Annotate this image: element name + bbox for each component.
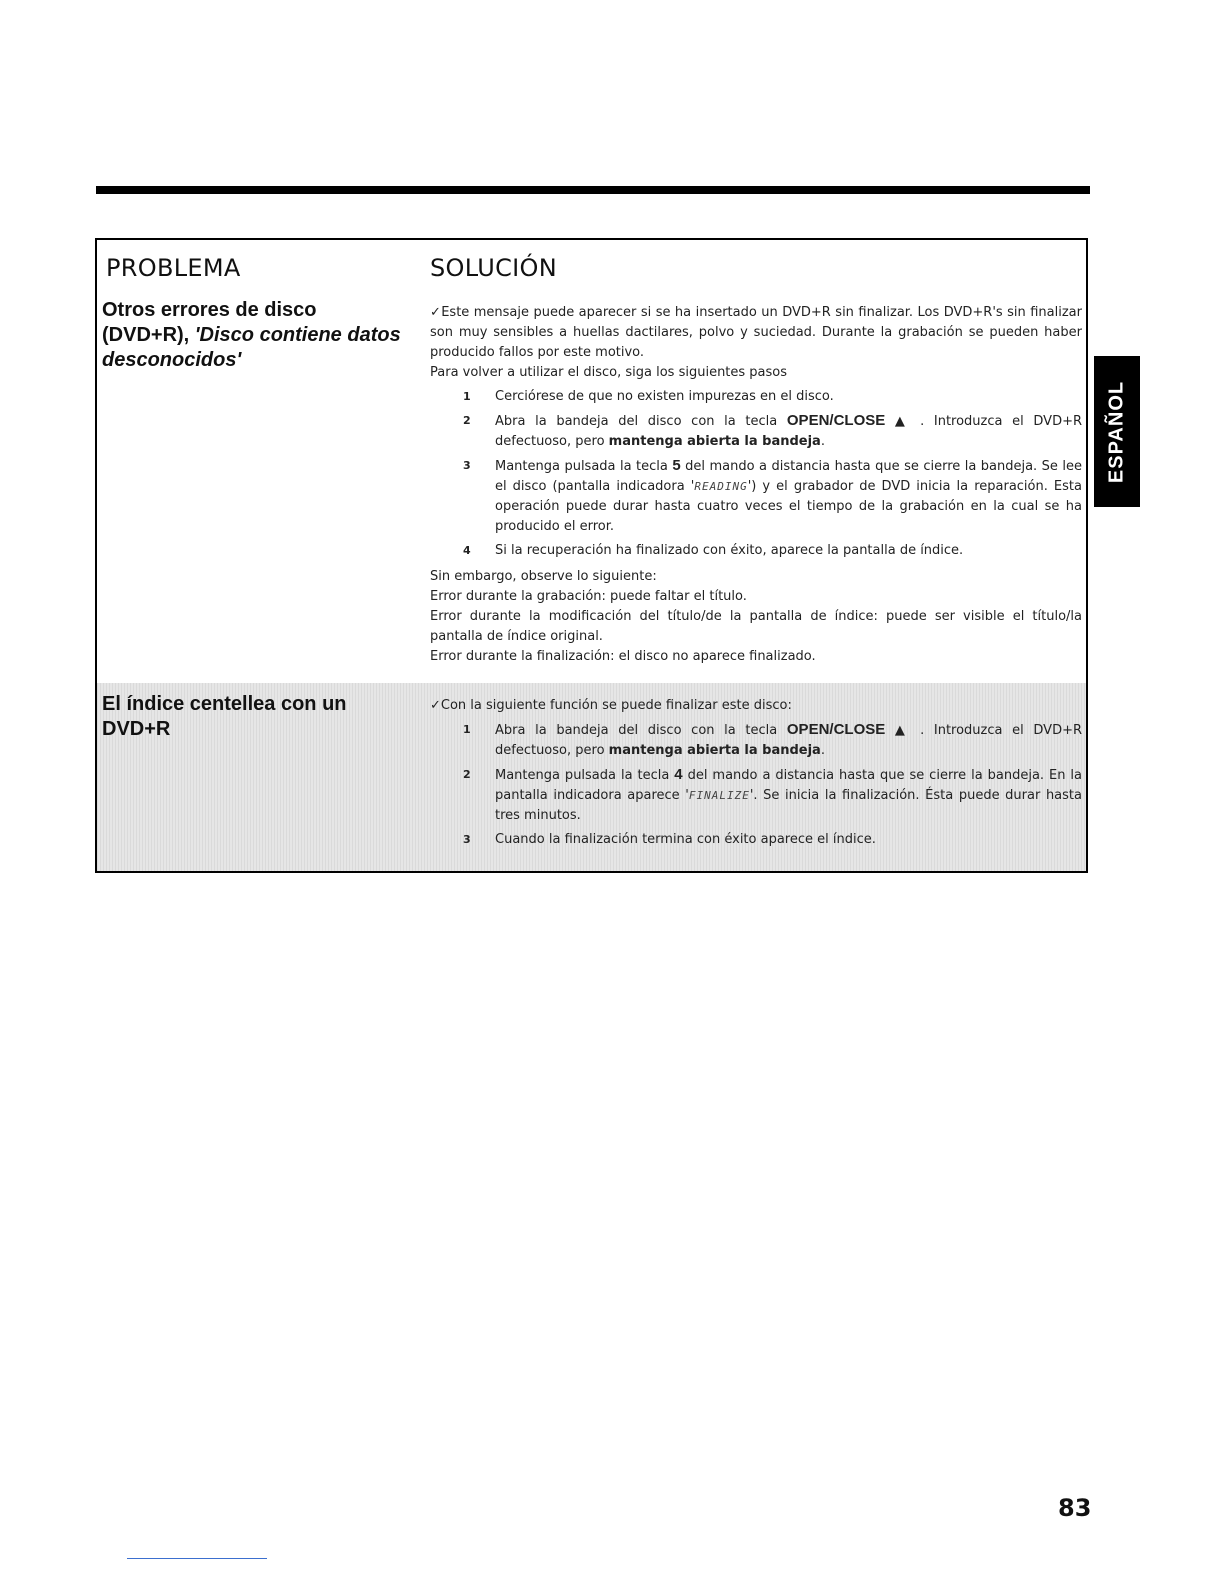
problem-title-2: El índice centellea con un DVD+R — [102, 693, 347, 740]
key-label: 4 — [674, 766, 683, 783]
list-item: 4 Si la recuperación ha finalizado con éxito, aparece la pantalla de índice. — [463, 543, 964, 558]
list-item: 2 Abra la bandeja del disco con la tecla OPEN/CLOSE ▲ . Introduzca el DVD+R defectuoso, pero mantenga abierta la bandeja. — [463, 412, 1083, 449]
language-tab-label: ESPAÑOL — [1105, 380, 1128, 483]
note-line: Error durante la grabación: puede faltar el título. — [430, 589, 747, 604]
solution-block — [430, 303, 1082, 667]
note-line: Error durante la modificación del título/de la pantalla de índice: puede ser visible el título/la pantalla de índice original. — [430, 609, 1082, 644]
language-tab — [1094, 356, 1140, 507]
list-item: 1 Abra la bandeja del disco con la tecla OPEN/CLOSE ▲ . Introduzca el DVD+R defectuoso, pero mantenga abierta la bandeja. — [463, 721, 1083, 758]
key-label: OPEN/CLOSE — [786, 721, 886, 738]
list-item: 3 Mantenga pulsada la tecla 5 del mando a distancia hasta que se cierre la bandeja. Se lee el disco (pantalla indicadora 'READING') y el grabador de DVD inicia la reparación. Esta operación puede durar hasta cuatro veces el tiempo de la grabación en la cual se ha producido el error. — [463, 457, 1082, 534]
page-number: 83 — [1058, 1494, 1092, 1522]
column-header-solution: SOLUCIÓN — [430, 254, 557, 282]
solution-intro: ✓Con la siguiente función se puede finalizar este disco: — [430, 698, 792, 713]
key-label: OPEN/CLOSE — [786, 412, 886, 429]
list-item: 1 Cerciórese de que no existen impurezas en el disco. — [463, 389, 834, 404]
list-item: 2 Mantenga pulsada la tecla 4 del mando a distancia hasta que se cierre la bandeja. En la pantalla indicadora aparece 'FINALIZE'. Se inicia la finalización. Ésta puede durar hasta tres minutos. — [463, 766, 1082, 823]
note-line: Sin embargo, observe lo siguiente: — [430, 569, 657, 584]
check-icon: ✓ — [430, 305, 442, 320]
column-header-problem: PROBLEMA — [106, 254, 241, 282]
check-icon: ✓ — [430, 698, 441, 713]
display-text: READING — [694, 480, 748, 493]
note-line: Error durante la finalización: el disco no aparece finalizado. — [430, 649, 816, 664]
steps-list — [430, 720, 1082, 850]
top-rule — [96, 186, 1090, 194]
solution-intro-2: Para volver a utilizar el disco, siga los siguientes pasos — [430, 365, 788, 380]
display-text: FINALIZE — [688, 789, 750, 802]
key-label: 5 — [672, 457, 681, 474]
problem-title-message: 'Disco contiene datos desconocidos' — [102, 324, 401, 371]
eject-icon: ▲ — [894, 414, 911, 429]
list-item: 3 Cuando la finalización termina con éxito aparece el índice. — [463, 832, 876, 847]
problem-title-text: Otros errores de disco (DVD+R), — [102, 299, 317, 346]
solution-intro: ✓Este mensaje puede aparecer si se ha insertado un DVD+R sin finalizar. Los DVD+R's sin finalizar son muy sensibles a huellas dactilares, polvo y suciedad. Durante la grabación se pueden haber producido fallos por este motivo. — [430, 305, 1082, 360]
solution-block-2 — [430, 696, 1082, 856]
footer-rule — [127, 1558, 267, 1559]
problem-title — [102, 298, 402, 373]
eject-icon: ▲ — [894, 723, 911, 738]
steps-list — [430, 387, 1082, 561]
